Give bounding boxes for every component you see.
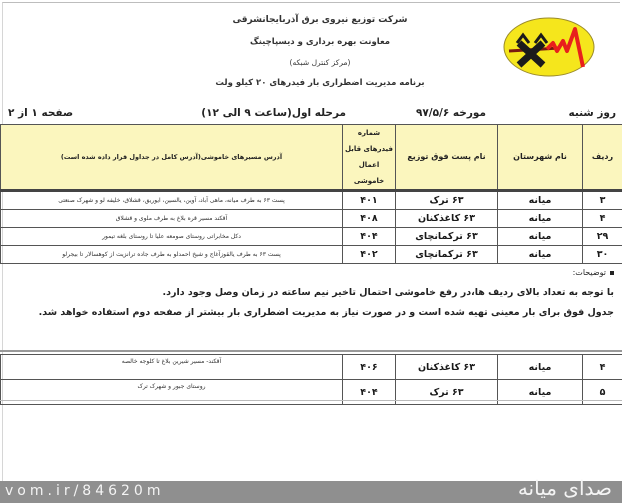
program-title: برنامه مدیریت اضطراری بار فیدرهای ۲۰ کیلو ولت [215, 78, 425, 88]
row-number: ۲۹ [583, 228, 622, 246]
col-substation: نام پست فوق توزیع [396, 125, 498, 191]
city-cell: میانه [498, 380, 583, 405]
deputy-name: معاونت بهره برداری و دیسپاچینگ [249, 37, 391, 47]
city-cell: میانه [498, 246, 583, 264]
city-cell: میانه [498, 191, 583, 210]
row-number: ۵ [583, 380, 622, 405]
phase-label: مرحله اول(ساعت ۹ الی ۱۲) [201, 107, 346, 119]
table-row [1, 210, 622, 228]
company-name: شرکت توزیع نیروی برق آذربایجانشرقی [232, 15, 408, 25]
feeder-cell: ۴۰۶ [343, 355, 396, 380]
meta-row [4, 107, 616, 123]
note-line: جدول فوق برای بار معینی تهیه شده است و در صورت نیاز به مدیریت اضطراری بار بیشتر از صفحه دوم استفاده خواهد شد. [38, 307, 614, 318]
bottom-divider [0, 400, 622, 401]
feeder-cell: ۴۰۴ [343, 228, 396, 246]
col-row: ردیف [583, 125, 622, 191]
col-city: نام شهرستان [498, 125, 583, 191]
substation-cell: ۶۳ ترک [396, 191, 498, 210]
table-row [1, 228, 622, 246]
bullet-icon [610, 271, 614, 275]
col-feeder: شماره فیدرهای قابل اعمال خاموشی [343, 125, 396, 191]
feeder-cell: ۴۰۲ [343, 246, 396, 264]
substation-cell: ۶۳ ترک [396, 380, 498, 405]
center-name: (مرکز کنترل شبکه) [289, 58, 351, 67]
outage-table [0, 124, 622, 264]
day-label: روز شنبه [568, 107, 616, 119]
table-header-row [1, 125, 622, 191]
table-row [1, 246, 622, 264]
notes-section [20, 268, 614, 323]
note-line: با توجه به تعداد بالای ردیف ها،در رفع خاموشی احتمال تاخیر نیم ساعته در زمان وصل وجود دارد. [162, 287, 614, 298]
substation-cell: ۶۳ ترکمانچای [396, 246, 498, 264]
section-divider [0, 350, 622, 352]
row-number: ۴ [583, 355, 622, 380]
date-label: مورخه ۹۷/۵/۶ [415, 107, 486, 119]
address-cell: دکل مخابراتی روستای صومعه علیا تا روستای بلغه تیمور [1, 228, 343, 246]
notes-title [20, 268, 614, 277]
table-row [1, 355, 622, 380]
reserve-table [0, 354, 622, 405]
city-cell: میانه [498, 355, 583, 380]
page-label: صفحه ۱ از ۲ [8, 107, 74, 119]
address-cell: آقکند- مسیر شیرین بلاغ تا کلوجه خالصه [1, 355, 343, 380]
address-cell: پست ۶۳ به طرف یالقوزآغاج و شیخ احمدلو به طرف جاده ترانزیت از کوهسالار تا بیجرلو [1, 246, 343, 264]
watermark-bar [0, 476, 622, 503]
address-cell: روستای جبور و شهرک ترک [1, 380, 343, 405]
city-cell: میانه [498, 228, 583, 246]
substation-cell: ۶۳ کاغذکنان [396, 210, 498, 228]
feeder-cell: ۴۰۱ [343, 191, 396, 210]
address-cell: پست ۶۳ به طرف میانه، ماهی آباد، آوین، یالسین، ایوریق، قشلاق، خلیفه لو و شهرک صنعتی [1, 191, 343, 210]
table-row [1, 191, 622, 210]
notes-title-text: توضیحات: [572, 268, 606, 277]
feeder-cell: ۴۰۴ [343, 380, 396, 405]
city-cell: میانه [498, 210, 583, 228]
row-number: ۴ [583, 210, 622, 228]
substation-cell: ۶۳ کاغذکنان [396, 355, 498, 380]
power-company-logo-icon [503, 15, 595, 80]
col-address: آدرس مسیرهای خاموشی(آدرس کامل در جداول قرار داده شده است) [1, 125, 343, 191]
brand-logo-text: صدای میانه [517, 476, 612, 500]
row-number: ۳ [583, 191, 622, 210]
short-url: vom.ir/84620m [5, 483, 165, 499]
address-cell: آقکند مسیر قره بلاغ به طرف ملوی و قشلاق [1, 210, 343, 228]
row-number: ۳۰ [583, 246, 622, 264]
feeder-cell: ۴۰۸ [343, 210, 396, 228]
substation-cell: ۶۳ ترکمانچای [396, 228, 498, 246]
